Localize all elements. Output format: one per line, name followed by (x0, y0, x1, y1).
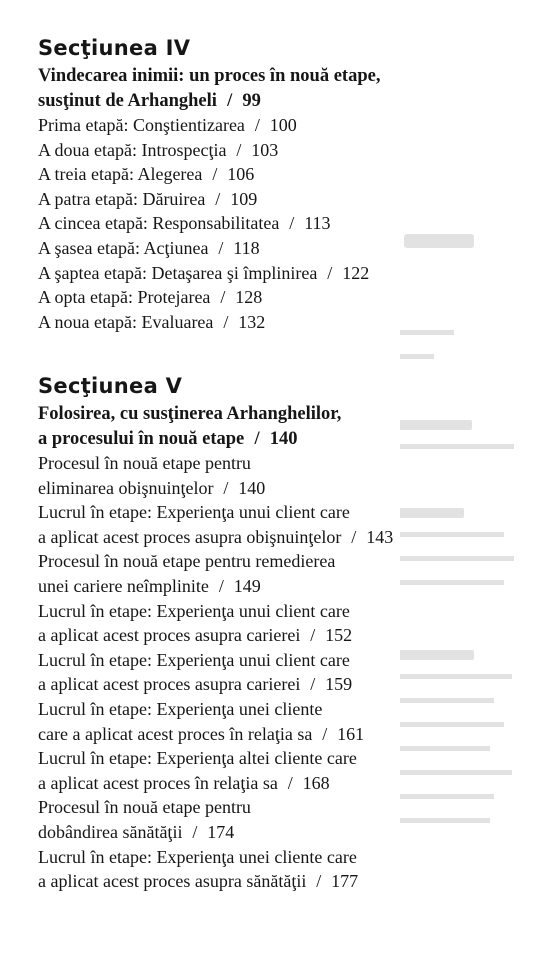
page-separator: / (223, 477, 229, 498)
page-number: 118 (233, 237, 260, 258)
entry-title: a aplicat acest proces asupra carierei (38, 625, 301, 646)
entry-title-line: Procesul în nouă etape pentru (38, 797, 251, 818)
toc-entry[interactable] (38, 648, 518, 697)
entry-title: A noua etapă: Evaluarea (38, 311, 214, 332)
page-number: 132 (238, 311, 266, 332)
page-number: 140 (269, 428, 298, 449)
page-separator: / (227, 90, 233, 111)
toc-entry[interactable] (38, 211, 518, 236)
entry-title-line (38, 672, 518, 697)
page-separator: / (218, 237, 224, 258)
page-separator: / (327, 262, 333, 283)
toc-list (38, 451, 518, 894)
entry-title-line: Lucrul în etape: Experienţa unui client care (38, 502, 350, 523)
toc-entry[interactable] (38, 187, 518, 212)
entry-title-line (38, 525, 518, 550)
page-separator: / (192, 821, 198, 842)
page-number: 152 (325, 625, 353, 646)
toc-entry[interactable] (38, 113, 518, 138)
section-title-line (38, 89, 518, 114)
page-number: 109 (230, 188, 258, 209)
entry-title-line: Procesul în nouă etape pentru (38, 453, 251, 473)
page-separator: / (254, 115, 260, 135)
toc-entry[interactable] (38, 746, 518, 795)
toc-entry[interactable] (38, 236, 518, 261)
page-separator: / (236, 139, 242, 160)
page-number: 106 (227, 164, 255, 185)
entry-title: a aplicat acest proces în relaţia sa (38, 772, 278, 793)
entry-title: A opta etapă: Protejarea (38, 287, 211, 308)
page-number: 113 (304, 213, 331, 234)
page-separator: / (223, 311, 229, 332)
section-title-line (38, 427, 518, 452)
page-number: 143 (366, 526, 394, 547)
entry-title-line (38, 476, 518, 501)
entry-title-line: Procesul în nouă etape pentru remedierea (38, 551, 336, 572)
toc-entry[interactable] (38, 599, 518, 648)
page-separator: / (310, 625, 316, 646)
section-v (38, 372, 518, 894)
toc-entry[interactable] (38, 795, 518, 844)
page-number: 140 (238, 477, 266, 498)
page-separator: / (322, 723, 328, 744)
toc-entry[interactable] (38, 451, 518, 500)
entry-title: A cincea etapă: Responsabilitatea (38, 213, 280, 234)
entry-title: unei cariere neîmplinite (38, 575, 209, 596)
entry-title: A şaptea etapă: Detaşarea şi împlinirea (38, 262, 318, 283)
entry-title-line (38, 722, 518, 747)
page-separator: / (316, 871, 322, 892)
section-title-text: a procesului în nouă etape (38, 428, 245, 449)
entry-title: A treia etapă: Alegerea (38, 164, 203, 185)
section-title (38, 64, 518, 113)
entry-title: a aplicat acest proces asupra carierei (38, 674, 301, 695)
entry-title: eliminarea obişnuinţelor (38, 477, 214, 498)
page-number: 103 (251, 139, 279, 160)
entry-title-line (38, 623, 518, 648)
section-heading: Secţiunea V (38, 374, 183, 398)
toc-entry[interactable] (38, 162, 518, 187)
page-number: 174 (207, 821, 235, 842)
toc-entry[interactable] (38, 697, 518, 746)
page-number: 168 (302, 772, 330, 793)
toc-list (38, 113, 518, 334)
entry-title-line: Lucrul în etape: Experienţa unei cliente care (38, 846, 357, 867)
page-separator: / (289, 213, 295, 234)
toc-entry[interactable] (38, 138, 518, 163)
section-iv (38, 34, 518, 334)
entry-title: A patra etapă: Dăruirea (38, 188, 206, 209)
entry-title: Prima etapă: Conştientizarea (38, 115, 245, 135)
toc-entry[interactable] (38, 500, 518, 549)
section-title-text: susţinut de Arhangheli (38, 90, 217, 111)
toc-entry[interactable] (38, 285, 518, 310)
page-separator: / (212, 164, 218, 185)
page-number: 149 (233, 575, 261, 596)
page-separator: / (220, 287, 226, 308)
page-separator: / (310, 674, 316, 695)
toc-entry[interactable] (38, 845, 518, 894)
entry-title-line (38, 869, 518, 894)
section-heading: Secţiunea IV (38, 36, 191, 60)
page-separator: / (254, 428, 260, 449)
entry-title: A şasea etapă: Acţiunea (38, 237, 209, 258)
entry-title: a aplicat acest proces asupra obişnuinţelor (38, 526, 342, 547)
toc-entry[interactable] (38, 549, 518, 598)
entry-title-line: Lucrul în etape: Experienţa altei cliente care (38, 748, 357, 769)
page-number: 161 (337, 723, 365, 744)
entry-title: A doua etapă: Introspecţia (38, 139, 227, 160)
section-title-line: Vindecarea inimii: un proces în nouă etape, (38, 66, 381, 86)
entry-title-line: Lucrul în etape: Experienţa unui client care (38, 649, 350, 670)
entry-title-line (38, 771, 518, 796)
entry-title: a aplicat acest proces asupra sănătăţii (38, 871, 307, 892)
page-number: 122 (342, 262, 370, 283)
entry-title-line: Lucrul în etape: Experienţa unui client care (38, 600, 350, 621)
section-title (38, 402, 518, 451)
toc-entry[interactable] (38, 261, 518, 286)
page-number: 100 (269, 115, 297, 135)
page-separator: / (287, 772, 293, 793)
page-separator: / (351, 526, 357, 547)
page-number: 128 (235, 287, 263, 308)
page-number: 177 (331, 871, 359, 892)
page-number: 159 (325, 674, 353, 695)
entry-title: dobândirea sănătăţii (38, 821, 183, 842)
page-separator: / (215, 188, 221, 209)
page-number: 99 (242, 90, 261, 111)
entry-title-line (38, 820, 518, 845)
section-title-line: Folosirea, cu susţinerea Arhanghelilor, (38, 404, 342, 424)
toc-entry[interactable] (38, 310, 518, 335)
page-separator: / (218, 575, 224, 596)
entry-title-line (38, 574, 518, 599)
entry-title-line: Lucrul în etape: Experienţa unei cliente (38, 698, 323, 719)
entry-title: care a aplicat acest proces în relaţia sa (38, 723, 313, 744)
